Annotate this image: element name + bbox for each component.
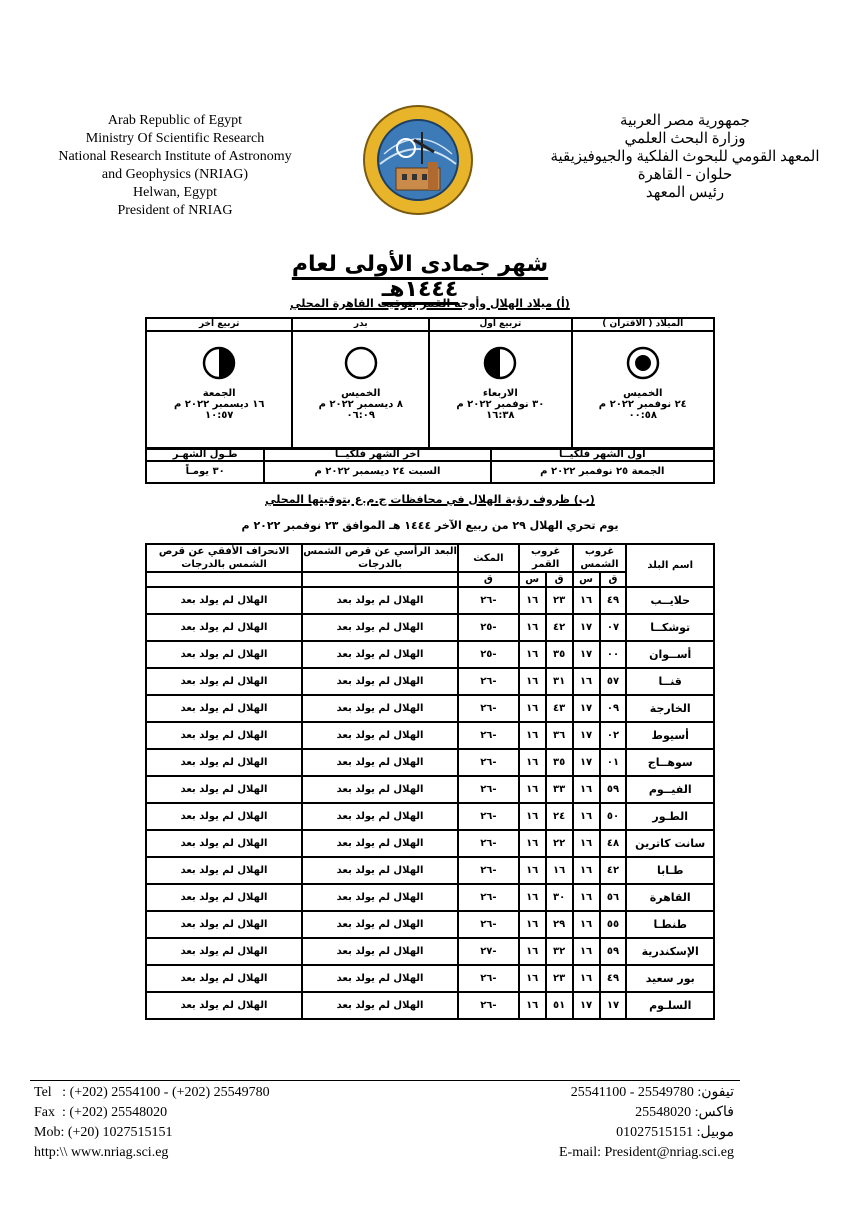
cell-moon-h: ١٦ [519, 911, 546, 938]
cell-vert: الهلال لم يولد بعد [302, 857, 458, 884]
cell-moon-h: ١٦ [519, 587, 546, 614]
cell-sun-m: ٤٨ [600, 830, 627, 857]
col-moonset: غروب القمر [519, 544, 573, 572]
sub-q: ق [600, 572, 627, 587]
header-ar-line: وزارة البحث العلمي [624, 131, 746, 147]
cell-horiz: الهلال لم يولد بعد [146, 722, 302, 749]
cell-moon-m: ٣٢ [546, 938, 573, 965]
cell-city: قنــا [626, 668, 714, 695]
last-quarter-icon [202, 346, 236, 380]
cell-moon-m: ٣٣ [546, 776, 573, 803]
header-en-line: Helwan, Egypt [133, 185, 217, 200]
cell-city: الطـور [626, 803, 714, 830]
cell-horiz: الهلال لم يولد بعد [146, 938, 302, 965]
header-en-line: Arab Republic of Egypt [107, 113, 243, 128]
cell-sun-h: ١٦ [573, 668, 600, 695]
section-a-heading: (أ) ميلاد الهلال وأوجه القمر بتوقيت القاهرة المحلي [290, 297, 570, 310]
footer-ar-fax: فاكس: 25548020 [635, 1105, 734, 1120]
cell-sun-h: ١٦ [573, 803, 600, 830]
cell-horiz: الهلال لم يولد بعد [146, 614, 302, 641]
cell-sun-h: ١٦ [573, 830, 600, 857]
cell-sun-m: ٥٩ [600, 938, 627, 965]
cell-stay: -٢٥ [458, 641, 519, 668]
document-title: شهر جمادى الأولى لعام ١٤٤٤هـ [291, 252, 549, 302]
cell-vert: الهلال لم يولد بعد [302, 641, 458, 668]
cell-vert: الهلال لم يولد بعد [302, 911, 458, 938]
header-en-line: National Research Institute of Astronomy [58, 149, 292, 164]
cell-sun-h: ١٦ [573, 911, 600, 938]
header-en-line: Ministry Of Scientific Research [85, 131, 265, 146]
cell-moon-h: ١٦ [519, 830, 546, 857]
month-info-table [145, 447, 715, 484]
table-row [146, 884, 714, 911]
phase-time: ٠٠:٥٨ [628, 410, 657, 421]
cell-moon-h: ١٦ [519, 695, 546, 722]
moon-visibility-table [145, 543, 715, 1020]
section-b-heading: (ب) ظروف رؤية الهلال في محافظات ج.م.ع بتوقيتها المحلي [265, 493, 595, 506]
phase-date: ٨ ديسمبر ٢٠٢٢ م [318, 399, 403, 410]
cell-moon-m: ٢٣ [546, 965, 573, 992]
cell-horiz: الهلال لم يولد بعد [146, 911, 302, 938]
table-row [146, 830, 714, 857]
cell-stay: -٢٦ [458, 857, 519, 884]
cell-moon-h: ١٦ [519, 776, 546, 803]
nriag-logo [362, 104, 474, 216]
cell-sun-m: ٤٩ [600, 587, 627, 614]
cell-horiz: الهلال لم يولد بعد [146, 668, 302, 695]
cell-moon-m: ٣١ [546, 668, 573, 695]
cell-moon-m: ٣٥ [546, 641, 573, 668]
cell-city: الإسكندرية [626, 938, 714, 965]
cell-horiz: الهلال لم يولد بعد [146, 776, 302, 803]
cell-moon-h: ١٦ [519, 614, 546, 641]
first-quarter-icon [483, 346, 517, 380]
moon-phases-table [145, 317, 715, 450]
cell-horiz: الهلال لم يولد بعد [146, 641, 302, 668]
table-row [146, 938, 714, 965]
cell-moon-h: ١٦ [519, 722, 546, 749]
sub-blank [302, 572, 458, 587]
cell-stay: -٢٦ [458, 722, 519, 749]
table-row [146, 695, 714, 722]
cell-stay: -٢٦ [458, 911, 519, 938]
header-ar-line: حلوان - القاهرة [637, 167, 733, 183]
footer-divider [30, 1080, 740, 1081]
cell-city: توشكــا [626, 614, 714, 641]
footer-mob: Mob: (+20) 1027515151 [34, 1125, 173, 1140]
cell-sun-m: ٠٧ [600, 614, 627, 641]
cell-moon-h: ١٦ [519, 992, 546, 1019]
cell-city: القاهرة [626, 884, 714, 911]
table-row [146, 641, 714, 668]
cell-horiz: الهلال لم يولد بعد [146, 965, 302, 992]
cell-stay: -٢٦ [458, 803, 519, 830]
cell-moon-h: ١٦ [519, 938, 546, 965]
cell-sun-h: ١٧ [573, 614, 600, 641]
cell-moon-m: ٣٥ [546, 749, 573, 776]
cell-moon-h: ١٦ [519, 965, 546, 992]
cell-moon-m: ٢٩ [546, 911, 573, 938]
header-ar-line: رئيس المعهد [645, 185, 725, 201]
table-row [146, 776, 714, 803]
cell-moon-m: ٢٣ [546, 587, 573, 614]
cell-sun-m: ٥٩ [600, 776, 627, 803]
cell-moon-h: ١٦ [519, 749, 546, 776]
phase-date: ٢٤ نوفمبر ٢٠٢٢ م [598, 399, 687, 410]
cell-sun-m: ٥٧ [600, 668, 627, 695]
cell-sun-h: ١٦ [573, 587, 600, 614]
footer-fax: Fax : (+202) 25548020 [34, 1105, 168, 1120]
phase-day: الخميس [341, 388, 381, 399]
cell-vert: الهلال لم يولد بعد [302, 695, 458, 722]
cell-city: حلايــب [626, 587, 714, 614]
cell-moon-m: ٣٦ [546, 722, 573, 749]
phase-day: الاربعاء [482, 388, 518, 399]
cell-stay: -٢٦ [458, 776, 519, 803]
cell-city: السلـوم [626, 992, 714, 1019]
footer-email[interactable]: E-mail: President@nriag.sci.eg [558, 1145, 734, 1160]
footer-tel: Tel : (+202) 2554100 - (+202) 25549780 [34, 1085, 270, 1100]
cell-moon-m: ٤٢ [546, 614, 573, 641]
cell-stay: -٢٦ [458, 695, 519, 722]
cell-city: الخارجة [626, 695, 714, 722]
phase-label: تربيع أول [430, 319, 570, 332]
cell-moon-h: ١٦ [519, 857, 546, 884]
table-row [146, 722, 714, 749]
cell-moon-m: ١٦ [546, 857, 573, 884]
cell-moon-h: ١٦ [519, 803, 546, 830]
cell-moon-h: ١٦ [519, 668, 546, 695]
cell-vert: الهلال لم يولد بعد [302, 668, 458, 695]
cell-vert: الهلال لم يولد بعد [302, 614, 458, 641]
table-row [146, 587, 714, 614]
header-en-line: President of NRIAG [117, 203, 233, 218]
cell-moon-m: ٢٤ [546, 803, 573, 830]
phase-day: الخميس [623, 388, 663, 399]
phase-new-moon [572, 318, 714, 449]
col-vertical: البعد الرأسي عن قرص الشمس بالدرجات [303, 546, 457, 570]
observation-day: يوم تحري الهلال ٢٩ من ربيع الآخر ١٤٤٤ هـ الموافق ٢٣ نوفمبر ٢٠٢٢ م [241, 519, 619, 532]
cell-horiz: الهلال لم يولد بعد [146, 884, 302, 911]
footer-ar-tel: تيفون: 25549780 - 25541100 [570, 1085, 734, 1100]
cell-moon-h: ١٦ [519, 884, 546, 911]
cell-moon-m: ٣٠ [546, 884, 573, 911]
sub-q: ق [546, 572, 573, 587]
cell-moon-m: ٤٣ [546, 695, 573, 722]
cell-vert: الهلال لم يولد بعد [302, 722, 458, 749]
cell-sun-m: ٤٩ [600, 965, 627, 992]
cell-sun-m: ٠٠ [600, 641, 627, 668]
header-en-line: and Geophysics (NRIAG) [101, 167, 249, 182]
sub-s: س [573, 572, 600, 587]
cell-moon-m: ٢٢ [546, 830, 573, 857]
phase-first-quarter [429, 318, 571, 449]
table-row [146, 668, 714, 695]
cell-sun-h: ١٦ [573, 857, 600, 884]
col-city: اسم البلد [626, 544, 714, 587]
phase-time: ١٠:٥٧ [204, 410, 234, 421]
footer-arabic [480, 1083, 734, 1163]
cell-sun-h: ١٦ [573, 938, 600, 965]
cell-sun-h: ١٧ [573, 992, 600, 1019]
cell-horiz: الهلال لم يولد بعد [146, 857, 302, 884]
cell-vert: الهلال لم يولد بعد [302, 992, 458, 1019]
table-row [146, 614, 714, 641]
phase-label: الميلاد ( الاقتران ) [573, 319, 713, 332]
full-moon-icon [344, 346, 378, 380]
phase-date: ١٦ ديسمبر ٢٠٢٢ م [173, 399, 265, 410]
cell-city: أسيوط [626, 722, 714, 749]
cell-stay: -٢٦ [458, 749, 519, 776]
month-length-label: طـول الشهـر [146, 448, 264, 461]
cell-horiz: الهلال لم يولد بعد [146, 992, 302, 1019]
cell-sun-h: ١٧ [573, 722, 600, 749]
cell-sun-m: ٠٩ [600, 695, 627, 722]
month-first-label: أول الشهر فلكيــا [491, 448, 714, 461]
phase-last-quarter [146, 318, 292, 449]
cell-city: أســوان [626, 641, 714, 668]
cell-city: بور سعيد [626, 965, 714, 992]
footer-english [34, 1083, 270, 1163]
cell-sun-m: ٥٠ [600, 803, 627, 830]
month-first-value: الجمعة ٢٥ نوفمبر ٢٠٢٢ م [491, 461, 714, 483]
sub-blank [146, 572, 302, 587]
cell-stay: -٢٦ [458, 884, 519, 911]
cell-sun-m: ٥٥ [600, 911, 627, 938]
month-length-value: ٣٠ يومـاً [146, 461, 264, 483]
cell-vert: الهلال لم يولد بعد [302, 830, 458, 857]
phase-label: تربيع آخر [147, 319, 291, 332]
cell-stay: -٢٦ [458, 992, 519, 1019]
cell-sun-h: ١٦ [573, 884, 600, 911]
footer-ar-mob: موبيل: 01027515151 [616, 1125, 734, 1140]
cell-stay: -٢٦ [458, 668, 519, 695]
cell-vert: الهلال لم يولد بعد [302, 749, 458, 776]
phase-time: ١٦:٣٨ [486, 410, 515, 421]
cell-horiz: الهلال لم يولد بعد [146, 830, 302, 857]
sub-q: ق [458, 572, 519, 587]
cell-stay: -٢٧ [458, 938, 519, 965]
month-last-label: آخر الشهر فلكيــا [264, 448, 490, 461]
cell-horiz: الهلال لم يولد بعد [146, 587, 302, 614]
phase-full-moon [292, 318, 429, 449]
table-row [146, 857, 714, 884]
table-row [146, 911, 714, 938]
table-row [146, 803, 714, 830]
cell-sun-h: ١٧ [573, 695, 600, 722]
footer-website[interactable]: http:\\ www.nriag.sci.eg [34, 1145, 169, 1160]
phase-time: ٠٦:٠٩ [346, 410, 375, 421]
header-ar-line: المعهد القومي للبحوث الفلكية والجيوفيزيقية [550, 149, 820, 165]
cell-horiz: الهلال لم يولد بعد [146, 803, 302, 830]
header-ar-line: جمهورية مصر العربية [620, 113, 750, 129]
month-last-value: السبت ٢٤ ديسمبر ٢٠٢٢ م [264, 461, 490, 483]
new-moon-icon [626, 346, 660, 380]
cell-vert: الهلال لم يولد بعد [302, 965, 458, 992]
cell-moon-m: ٥١ [546, 992, 573, 1019]
cell-sun-h: ١٧ [573, 749, 600, 776]
cell-vert: الهلال لم يولد بعد [302, 803, 458, 830]
col-horizontal: الانحراف الأفقي عن قرص الشمس بالدرجات [146, 544, 302, 572]
cell-city: طـابا [626, 857, 714, 884]
table-row [146, 992, 714, 1019]
cell-city: الفيــوم [626, 776, 714, 803]
cell-city: سانت كاترين [626, 830, 714, 857]
cell-horiz: الهلال لم يولد بعد [146, 695, 302, 722]
cell-sun-m: ٠٢ [600, 722, 627, 749]
phase-label: بدر [293, 319, 428, 332]
cell-vert: الهلال لم يولد بعد [302, 776, 458, 803]
cell-sun-m: ١٧ [600, 992, 627, 1019]
cell-sun-m: ٠١ [600, 749, 627, 776]
phase-date: ٣٠ نوفمبر ٢٠٢٢ م [456, 399, 545, 410]
cell-stay: -٢٥ [458, 614, 519, 641]
cell-vert: الهلال لم يولد بعد [302, 938, 458, 965]
col-stay: المكث [458, 544, 519, 572]
cell-stay: -٢٦ [458, 965, 519, 992]
cell-sun-h: ١٧ [573, 641, 600, 668]
cell-sun-m: ٤٢ [600, 857, 627, 884]
table-row [146, 965, 714, 992]
header-arabic [540, 112, 830, 202]
cell-stay: -٢٦ [458, 587, 519, 614]
sub-s: س [519, 572, 546, 587]
cell-sun-h: ١٦ [573, 776, 600, 803]
cell-vert: الهلال لم يولد بعد [302, 884, 458, 911]
header-english [30, 112, 320, 220]
cell-sun-m: ٥٦ [600, 884, 627, 911]
cell-moon-h: ١٦ [519, 641, 546, 668]
phase-day: الجمعة [202, 388, 236, 399]
cell-vert: الهلال لم يولد بعد [302, 587, 458, 614]
cell-horiz: الهلال لم يولد بعد [146, 749, 302, 776]
cell-sun-h: ١٦ [573, 965, 600, 992]
col-sunset: غروب الشمس [573, 544, 627, 572]
cell-stay: -٢٦ [458, 830, 519, 857]
cell-city: سوهــاج [626, 749, 714, 776]
cell-city: طنطـا [626, 911, 714, 938]
table-row [146, 749, 714, 776]
